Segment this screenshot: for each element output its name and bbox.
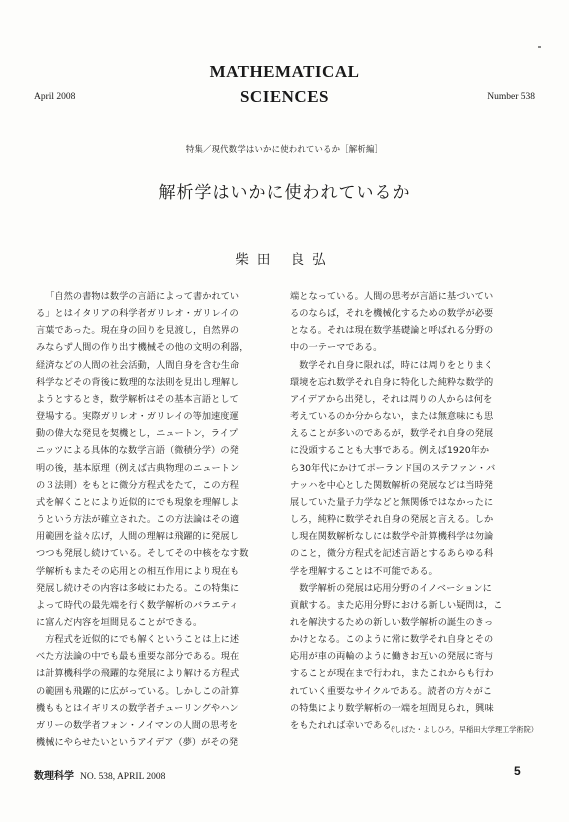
author-name: 柴田 良弘 [235, 252, 334, 268]
text-column-left [36, 288, 279, 751]
author-affiliation: （しばた・よしひろ，早稲田大学理工学術院） [387, 725, 538, 734]
paragraph: 「自然の書物は数学の言語によって書かれてい る」とはイタリアの科学者ガリレオ・ガリレイの 言葉であった。現在身の回りを見渡し，自然界の みならず人間の作り出す機械その他の文明の利器， 経済などの人間の社会活動，人間自身を含む生命 科学などその背後に数理的な法則を見出し理解し ようとするとき，数学解析はその基本言語として 登場する。実際ガリレオ・ガリレイの等加速度運 動の偉大な発見を契機とし，ニュートン，ライプ ニッツによる具体的な数学言語（微積分学）の発 明の後，基本原理（例えば古典物理のニュートン の３法則）をもとに微分方程式をたて，この方程 式を解くことにより近似的にでも現象を理解しよ うという方法が確立された。この方法論はその適 用範囲を益々広げ，人間の理解は飛躍的に発展し つつも発展し続けている。そしてその中核をなす数 学解析もまたその応用との相互作用により現在も 発展し続けその内容は多岐にわたる。この特集に よって時代の最先端を行く数学解析のバラエティ に富んだ内容を垣間見ることができる。 [36, 291, 249, 628]
paragraph: 数学解析の発展は応用分野のイノベーションに 貢献する。また応用分野における新しい疑問は，こ れを解決するための新しい数学解析の誕生のきっ かけとなる。このように常に数学それ自身とその 応用が車の両輪のように働きお互いの発展に寄与 することが現在まで行われ，またこれからも行わ れていく重要なサイクルである。読者の方々がこ の特集により数学解析の一端を垣間見られ，興味 をもたれれば幸いである。 [290, 582, 503, 731]
footer-issue: NO. 538, APRIL 2008 [80, 772, 166, 782]
paragraph: 方程式を近似的にでも解くということは上に述 べた方法論の中でも最も重要な部分である。現在 は計算機科学の飛躍的な発展により解ける方程式 の範囲も飛躍的に広がっている。しかしこの計算 機ももとはイギリスの数学者チューリングやハン ガリーの数学者フォン・ノイマンの人間の思考を 機械にやらせたいというアイデア（夢）がその発 [36, 634, 240, 749]
issue-number: Number 538 [487, 92, 535, 102]
series-title: 特集／現代数学はいかに使われているか［解析編］ [185, 144, 384, 154]
page-number: 5 [514, 764, 521, 778]
paragraph: 数学それ自身に限れば，時には周りをとりまく 環境を忘れ数学それ自身に特化した純粋な数学的 アイデアから出発し，それは周りの人からは何を 考えているのか分からない，または無意味にも思 えることが多いのであるが，数学それ自身の発展 に没頭することも大事である。例えば1920年か ら30年代にかけてポーランド国のステファン・バ ナッハを中心とした関数解析の発展などは当時発 展していた量子力学などと無関係ではなかったに しろ，純粋に数学それ自身の発展と言える。しか し現在関数解析なしには数学や計算機科学は勿論 のこと，微分方程式を記述言語とするあらゆる科 学を理解することは不可能である。 [290, 359, 496, 577]
footer-citation [34, 767, 165, 782]
paragraph: 端となっている。人間の思考が言語に基づいてい るのならば，それを機械化するための数学が必要 となる。それは現在数学基礎論と呼ばれる分野の 中の一テーマである。 [290, 291, 494, 354]
article-title: 解析学はいかに使われているか [158, 183, 411, 203]
footer-magazine-name: 数理科学 [34, 771, 74, 782]
scan-speck-decoration [538, 46, 541, 48]
issue-date: April 2008 [34, 92, 76, 102]
journal-title-line1: MATHEMATICAL [209, 62, 360, 81]
journal-title-line2: SCIENCES [239, 87, 330, 106]
text-column-right [290, 288, 533, 734]
